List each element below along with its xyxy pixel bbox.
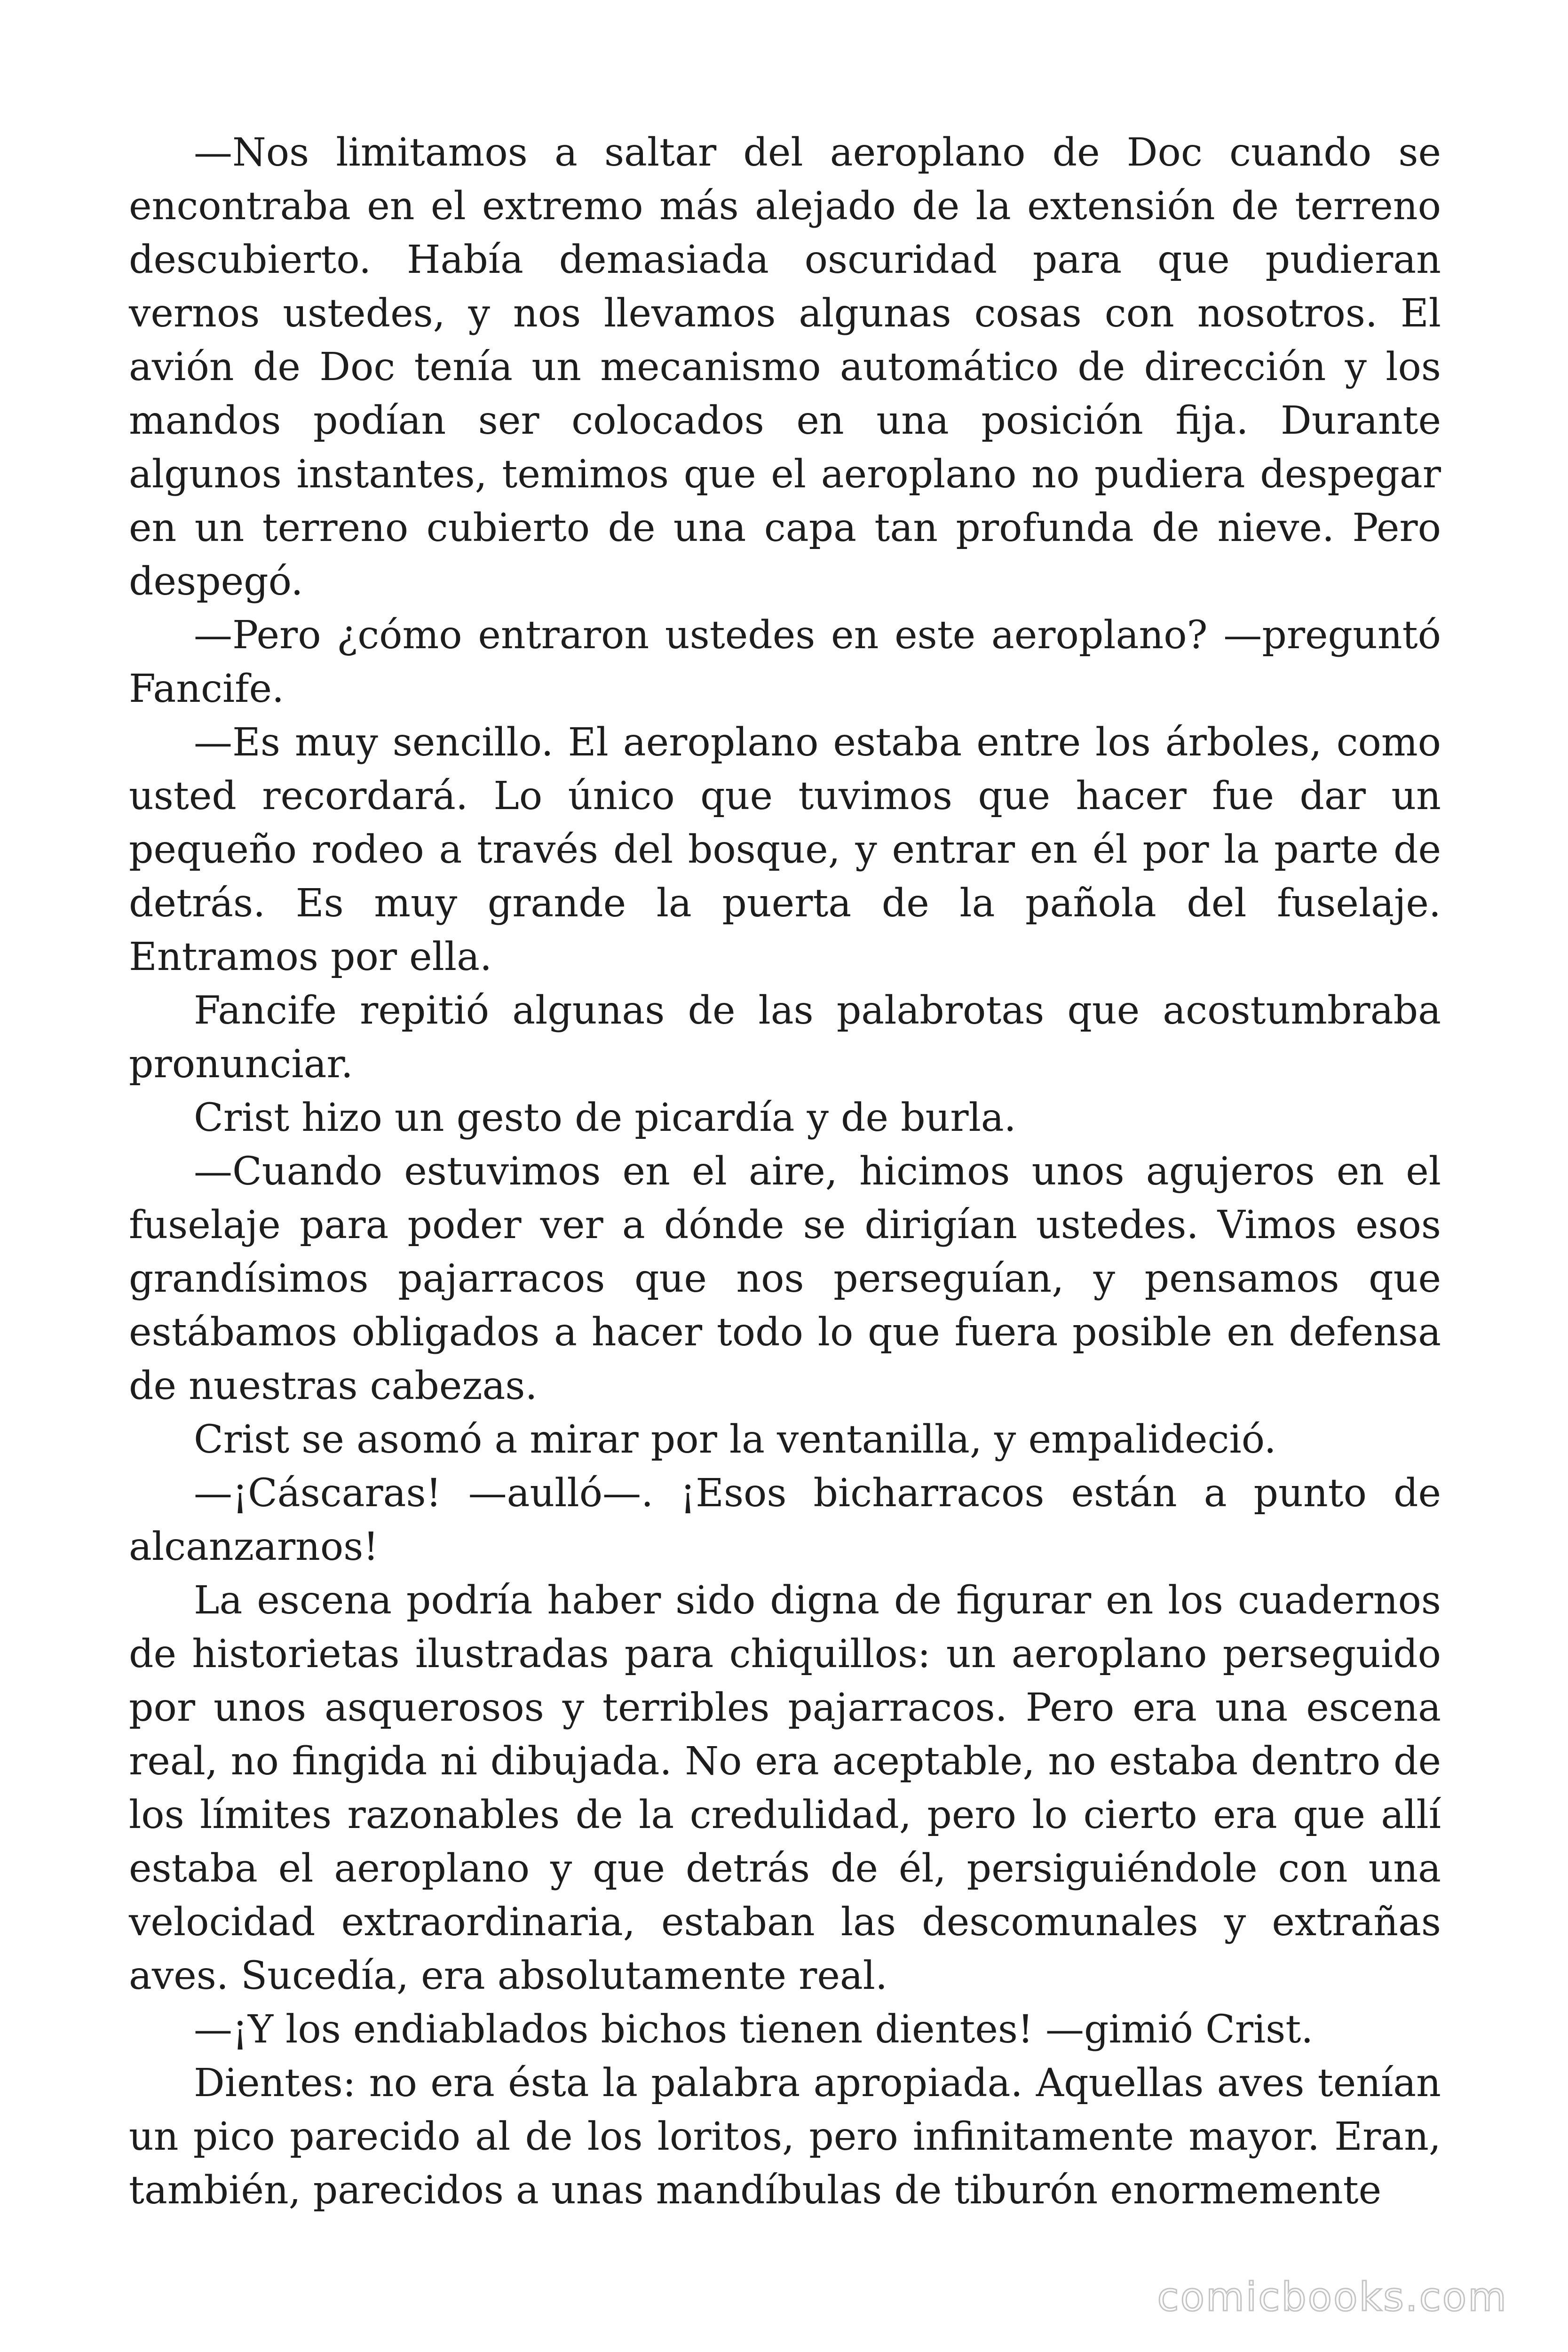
page-text (129, 126, 1441, 2217)
paragraph-1: —Nos limitamos a saltar del aeroplano de Doc cuando se encontraba en el extremo más alejado de la extensión de terreno descubierto. Había demasiada oscuridad para que pudieran vernos ustedes, y nos llevamos algunas cosas con nosotros. El avión de Doc tenía un mecanismo automático de dirección y los mandos podían ser colocados en una posición fija. Durante algunos instantes, temimos que el aeroplano no pudiera despegar en un terreno cubierto de una capa tan profunda de nieve. Pero despegó. (129, 130, 1441, 604)
paragraph-11: Dientes: no era ésta la palabra apropiada. Aquellas aves tenían un pico parecido al de los loritos, pero infinitamente mayor. Eran, también, parecidos a unas mandíbulas de tiburón enormemente (129, 2061, 1441, 2213)
paragraph-5: Crist hizo un gesto de picardía y de burla. (194, 1096, 1016, 1140)
paragraph-3: —Es muy sencillo. El aeroplano estaba entre los árboles, como usted recordará. Lo único que tuvimos que hacer fue dar un pequeño rodeo a través del bosque, y entrar en él por la parte de detrás. Es muy grande la puerta de la pañola del fuselaje. Entramos por ella. (129, 720, 1441, 979)
paragraph-7: Crist se asomó a mirar por la ventanilla, y empalideció. (194, 1417, 1276, 1462)
site-watermark: comicbooks.com (1157, 2274, 1508, 2320)
paragraph-6: —Cuando estuvimos en el aire, hicimos unos agujeros en el fuselaje para poder ver a dónde se dirigían ustedes. Vimos esos grandísimos pajarracos que nos perseguían, y pensamos que estábamos obligados a hacer todo lo que fuera posible en defensa de nuestras cabezas. (129, 1149, 1441, 1408)
paragraph-10: —¡Y los endiablados bichos tienen dientes! —gimió Crist. (194, 2007, 1314, 2052)
paragraph-8: —¡Cáscaras! —aulló—. ¡Esos bicharracos están a punto de alcanzarnos! (129, 1471, 1441, 1569)
paragraph-4: Fancife repitió algunas de las palabrotas que acostumbraba pronunciar. (129, 988, 1441, 1087)
paragraph-2: —Pero ¿cómo entraron ustedes en este aeroplano? —preguntó Fancife. (129, 613, 1441, 711)
paragraph-9: La escena podría haber sido digna de figurar en los cuadernos de historietas ilustradas para chiquillos: un aeroplano perseguido por unos asquerosos y terribles pajarracos. Pero era una escena real, no fingida ni dibujada. No era aceptable, no estaba dentro de los límites razonables de la credulidad, pero lo cierto era que allí estaba el aeroplano y que detrás de él, persiguiéndole con una velocidad extraordinaria, estaban las descomunales y extrañas aves. Sucedía, era absolutamente real. (129, 1578, 1441, 1998)
